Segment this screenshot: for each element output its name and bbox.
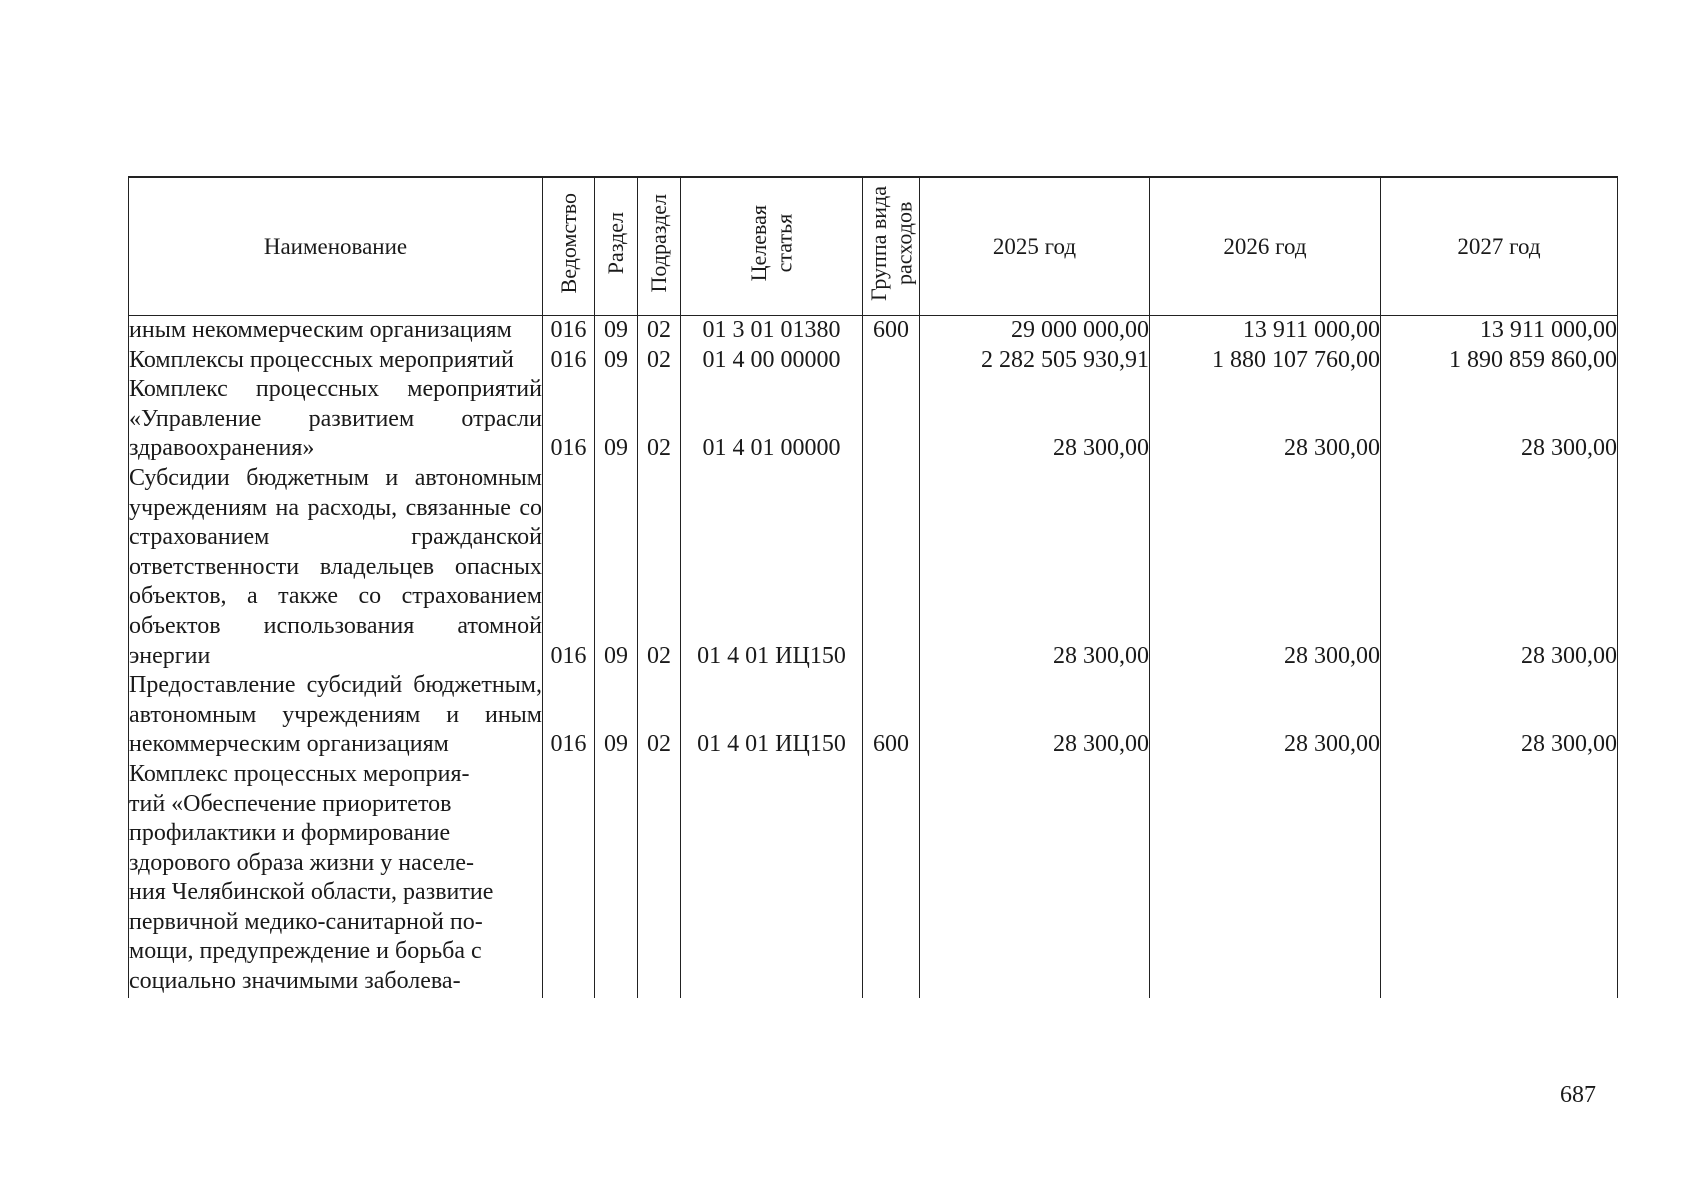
row-section: 09 bbox=[595, 375, 638, 464]
row-2026: 28 300,00 bbox=[1150, 375, 1381, 464]
row-section: 09 bbox=[595, 464, 638, 671]
header-2026: 2026 год bbox=[1150, 177, 1381, 316]
header-article-line: статья bbox=[771, 214, 797, 273]
empty-cell bbox=[920, 760, 1150, 998]
empty-cell bbox=[863, 760, 920, 998]
header-article bbox=[681, 177, 863, 316]
continued-line: социально значимыми заболева- bbox=[129, 968, 461, 995]
row-2027: 28 300,00 bbox=[1381, 464, 1618, 671]
row-name-continued bbox=[129, 760, 543, 998]
row-2027: 28 300,00 bbox=[1381, 671, 1618, 760]
continued-line: Комплекс процессных мероприя- bbox=[129, 760, 470, 787]
header-expense-group-line: Группа вида bbox=[865, 186, 891, 301]
table-row bbox=[129, 464, 1618, 671]
row-section: 09 bbox=[595, 671, 638, 760]
table-header-row bbox=[129, 177, 1618, 316]
empty-cell bbox=[638, 760, 681, 998]
row-2026: 13 911 000,00 bbox=[1150, 316, 1381, 346]
row-2025: 29 000 000,00 bbox=[920, 316, 1150, 346]
empty-cell bbox=[1150, 760, 1381, 998]
row-section: 09 bbox=[595, 346, 638, 376]
header-section-label: Раздел bbox=[603, 212, 629, 275]
row-2026: 28 300,00 bbox=[1150, 464, 1381, 671]
row-name: Комплексы процессных мероприятий bbox=[129, 346, 543, 376]
header-article-label bbox=[746, 205, 797, 281]
continued-line: профилактики и формирование bbox=[129, 820, 451, 847]
table-row bbox=[129, 346, 1618, 376]
continued-line: здорового образа жизни у населе- bbox=[129, 849, 474, 876]
row-name: иным некоммерческим организациям bbox=[129, 316, 543, 346]
row-2025: 2 282 505 930,91 bbox=[920, 346, 1150, 376]
row-2026: 28 300,00 bbox=[1150, 671, 1381, 760]
row-article: 01 3 01 01380 bbox=[681, 316, 863, 346]
budget-table bbox=[128, 176, 1618, 998]
row-subsection: 02 bbox=[638, 316, 681, 346]
row-subsection: 02 bbox=[638, 375, 681, 464]
row-group bbox=[863, 464, 920, 671]
continued-line: тий «Обеспечение приоритетов bbox=[129, 790, 452, 817]
row-name: Предоставление субсидий бюджетным, автономным учреждениям и иным некоммерческим организациям bbox=[129, 671, 543, 760]
table-row bbox=[129, 375, 1618, 464]
table-row bbox=[129, 671, 1618, 760]
row-2027: 1 890 859 860,00 bbox=[1381, 346, 1618, 376]
row-2025: 28 300,00 bbox=[920, 671, 1150, 760]
continued-line: первичной медико-санитарной по- bbox=[129, 908, 483, 935]
header-expense-group-line: расходов bbox=[891, 201, 916, 286]
row-dept: 016 bbox=[543, 346, 595, 376]
empty-cell bbox=[595, 760, 638, 998]
header-dept-label: Ведомство bbox=[555, 193, 581, 294]
row-2027: 28 300,00 bbox=[1381, 375, 1618, 464]
row-group: 600 bbox=[863, 671, 920, 760]
header-subsection-label: Подраздел bbox=[646, 194, 672, 293]
row-group: 600 bbox=[863, 316, 920, 346]
row-dept: 016 bbox=[543, 671, 595, 760]
row-article: 01 4 01 ИЦ150 bbox=[681, 671, 863, 760]
header-section bbox=[595, 177, 638, 316]
table-row-continued bbox=[129, 760, 1618, 998]
row-group bbox=[863, 375, 920, 464]
row-name: Субсидии бюджетным и автономным учреждениям на расходы, связанные со страхованием гражданской ответственности владельцев опасных объектов, а также со страхованием объектов использования атомной энергии bbox=[129, 464, 543, 671]
table-row bbox=[129, 316, 1618, 346]
row-2027: 13 911 000,00 bbox=[1381, 316, 1618, 346]
header-expense-group bbox=[863, 177, 920, 316]
empty-cell bbox=[543, 760, 595, 998]
row-name: Комплекс процессных мероприятий «Управление развитием отрасли здравоохранения» bbox=[129, 375, 543, 464]
row-dept: 016 bbox=[543, 375, 595, 464]
row-subsection: 02 bbox=[638, 671, 681, 760]
row-subsection: 02 bbox=[638, 464, 681, 671]
row-subsection: 02 bbox=[638, 346, 681, 376]
header-name: Наименование bbox=[129, 177, 543, 316]
row-2025: 28 300,00 bbox=[920, 375, 1150, 464]
empty-cell bbox=[681, 760, 863, 998]
row-section: 09 bbox=[595, 316, 638, 346]
header-dept bbox=[543, 177, 595, 316]
row-dept: 016 bbox=[543, 464, 595, 671]
empty-cell bbox=[1381, 760, 1618, 998]
row-2025: 28 300,00 bbox=[920, 464, 1150, 671]
row-2026: 1 880 107 760,00 bbox=[1150, 346, 1381, 376]
row-article: 01 4 01 ИЦ150 bbox=[681, 464, 863, 671]
continued-line: ния Челябинской области, развитие bbox=[129, 879, 494, 906]
page-number: 687 bbox=[1560, 1082, 1596, 1108]
header-expense-group-label bbox=[866, 186, 917, 301]
header-2027: 2027 год bbox=[1381, 177, 1618, 316]
row-article: 01 4 00 00000 bbox=[681, 346, 863, 376]
header-2025: 2025 год bbox=[920, 177, 1150, 316]
continued-line: мощи, предупреждение и борьба с bbox=[129, 938, 482, 965]
row-article: 01 4 01 00000 bbox=[681, 375, 863, 464]
continued-text bbox=[129, 760, 542, 998]
header-subsection bbox=[638, 177, 681, 316]
row-group bbox=[863, 346, 920, 376]
header-article-line: Целевая bbox=[746, 205, 772, 282]
row-dept: 016 bbox=[543, 316, 595, 346]
budget-table-page bbox=[128, 176, 1617, 998]
